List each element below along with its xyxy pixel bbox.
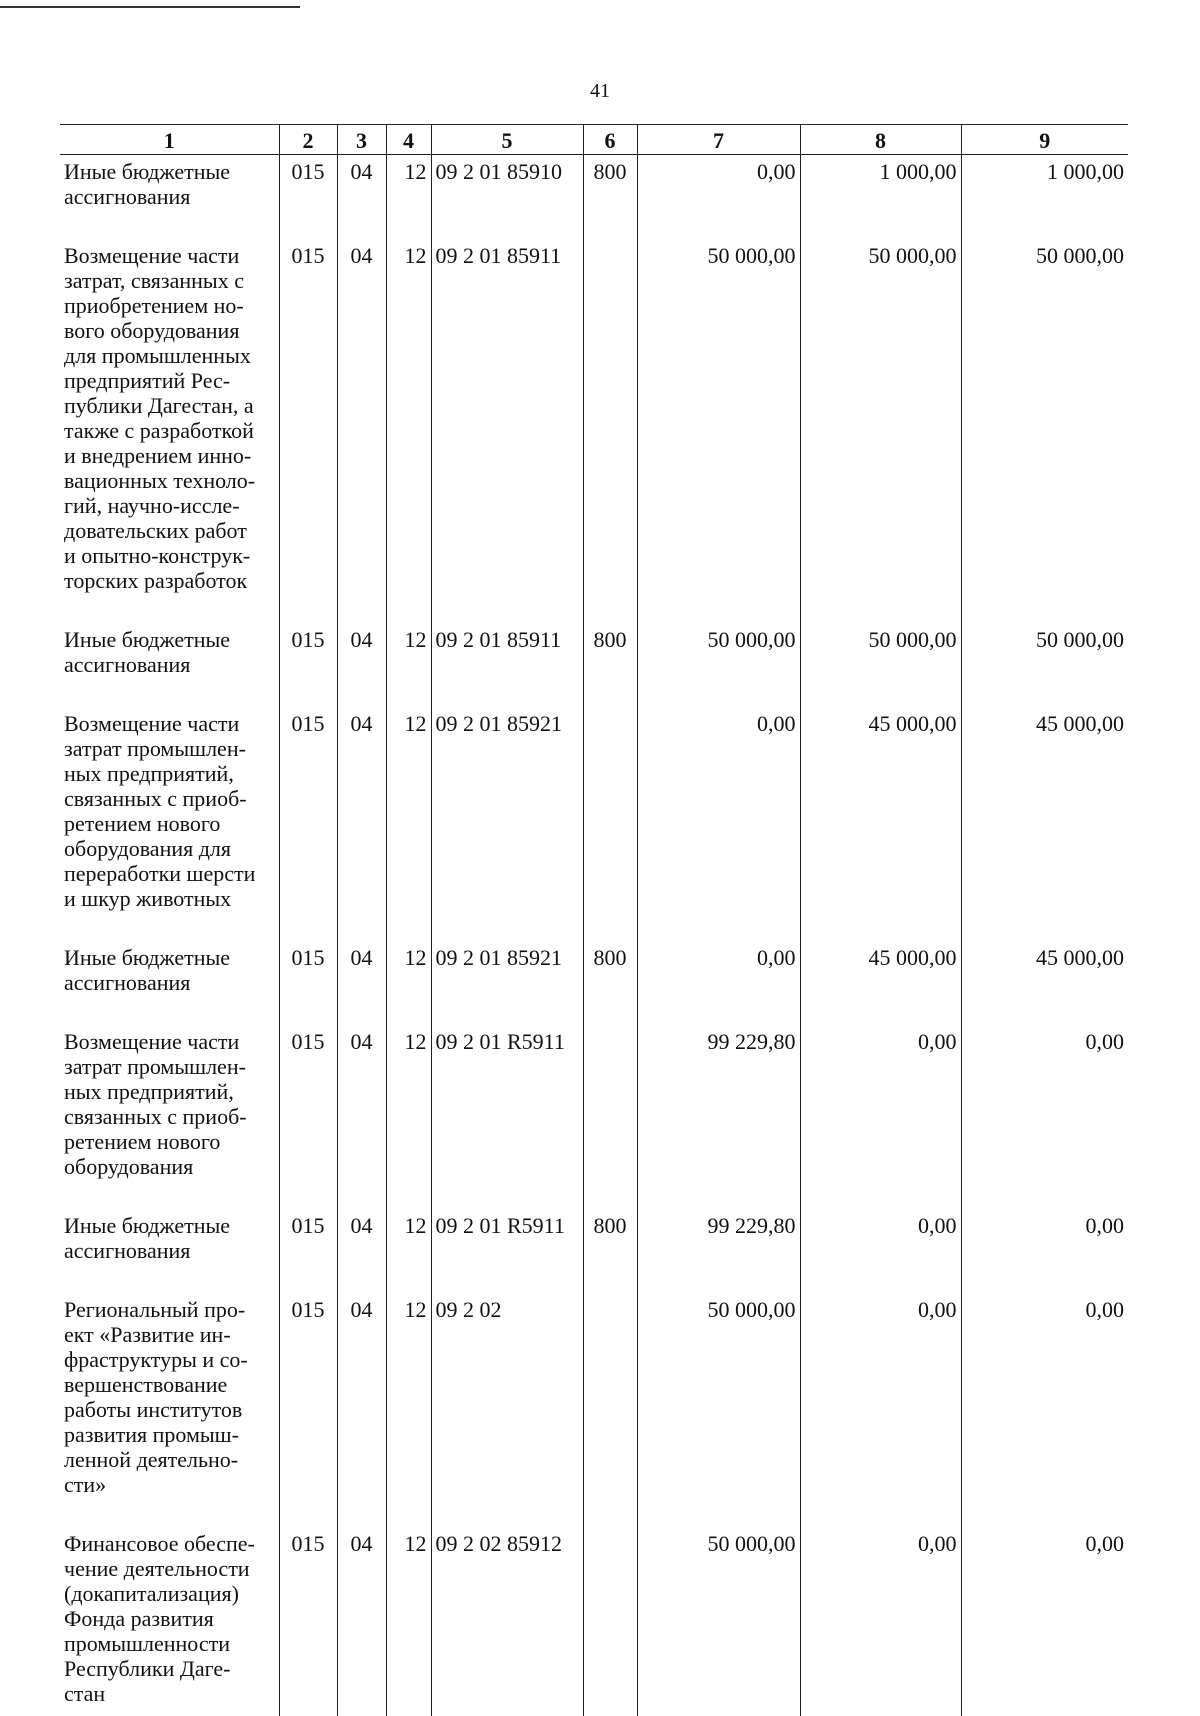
row-name: Иные бюджетные ассигнования: [60, 1197, 279, 1281]
table-header-row: [60, 125, 1128, 155]
row-target: 09 2 02 85912: [431, 1515, 583, 1716]
row-section: 04: [337, 611, 386, 695]
row-section: 04: [337, 1281, 386, 1515]
row-target: 09 2 01 85911: [431, 611, 583, 695]
row-year2: 0,00: [800, 1013, 961, 1197]
row-year1: 50 000,00: [637, 611, 800, 695]
row-grbs: 015: [279, 1281, 337, 1515]
row-year2: 50 000,00: [800, 227, 961, 611]
row-year3: 45 000,00: [961, 929, 1128, 1013]
row-section: 04: [337, 155, 386, 228]
row-grbs: 015: [279, 929, 337, 1013]
row-target: 09 2 01 85910: [431, 155, 583, 228]
table-row: [60, 227, 1128, 611]
table-row: [60, 695, 1128, 929]
column-header: 7: [637, 125, 800, 155]
row-year2: 50 000,00: [800, 611, 961, 695]
row-target: 09 2 01 85911: [431, 227, 583, 611]
row-subsection: 12: [386, 1013, 431, 1197]
row-name: Иные бюджетные ассигнования: [60, 929, 279, 1013]
row-target: 09 2 01 R5911: [431, 1013, 583, 1197]
row-subsection: 12: [386, 695, 431, 929]
row-subsection: 12: [386, 1197, 431, 1281]
row-year3: 45 000,00: [961, 695, 1128, 929]
row-year1: 0,00: [637, 155, 800, 228]
row-name: Иные бюджетные ассигнования: [60, 155, 279, 228]
row-grbs: 015: [279, 1515, 337, 1716]
row-name: Возмещение части затрат, связанных с приобретением но- вого оборудования для промышленных предприятий Рес- публики Дагестан, а также с разработкой и внедрением инно- вационных техноло- гий, научно-иссле- довательских работ и опытно-конструк- торских разработок: [60, 227, 279, 611]
row-section: 04: [337, 1515, 386, 1716]
row-year1: 99 229,80: [637, 1013, 800, 1197]
row-grbs: 015: [279, 1013, 337, 1197]
row-expense-type: 800: [583, 929, 637, 1013]
table-row: [60, 1515, 1128, 1716]
row-year2: 0,00: [800, 1197, 961, 1281]
row-subsection: 12: [386, 1281, 431, 1515]
row-section: 04: [337, 1197, 386, 1281]
column-header: 2: [279, 125, 337, 155]
row-year3: 50 000,00: [961, 611, 1128, 695]
row-name: Иные бюджетные ассигнования: [60, 611, 279, 695]
table-row: [60, 929, 1128, 1013]
row-expense-type: [583, 1013, 637, 1197]
row-year2: 0,00: [800, 1281, 961, 1515]
row-target: 09 2 01 85921: [431, 695, 583, 929]
column-header: 5: [431, 125, 583, 155]
table-row: [60, 1013, 1128, 1197]
row-year1: 50 000,00: [637, 1281, 800, 1515]
row-subsection: 12: [386, 1515, 431, 1716]
row-target: 09 2 01 R5911: [431, 1197, 583, 1281]
row-expense-type: 800: [583, 611, 637, 695]
row-grbs: 015: [279, 1197, 337, 1281]
row-subsection: 12: [386, 929, 431, 1013]
column-header: 1: [60, 125, 279, 155]
row-expense-type: [583, 1515, 637, 1716]
row-grbs: 015: [279, 227, 337, 611]
row-subsection: 12: [386, 155, 431, 228]
row-year1: 0,00: [637, 929, 800, 1013]
budget-table-container: [60, 124, 1128, 1716]
row-name: Возмещение части затрат промышлен- ных предприятий, связанных с приоб- ретением нового оборудования для переработки шерсти и шкур животных: [60, 695, 279, 929]
row-year1: 99 229,80: [637, 1197, 800, 1281]
table-row: [60, 611, 1128, 695]
row-year3: 1 000,00: [961, 155, 1128, 228]
column-header: 4: [386, 125, 431, 155]
page-number: 41: [590, 80, 610, 102]
column-header: 3: [337, 125, 386, 155]
row-expense-type: [583, 695, 637, 929]
row-year2: 0,00: [800, 1515, 961, 1716]
row-grbs: 015: [279, 695, 337, 929]
row-year2: 45 000,00: [800, 929, 961, 1013]
row-target: 09 2 02: [431, 1281, 583, 1515]
row-year3: 50 000,00: [961, 227, 1128, 611]
row-target: 09 2 01 85921: [431, 929, 583, 1013]
row-year2: 1 000,00: [800, 155, 961, 228]
row-expense-type: [583, 227, 637, 611]
row-expense-type: [583, 1281, 637, 1515]
row-year3: 0,00: [961, 1515, 1128, 1716]
column-header: 9: [961, 125, 1128, 155]
row-year2: 45 000,00: [800, 695, 961, 929]
row-subsection: 12: [386, 611, 431, 695]
row-year1: 0,00: [637, 695, 800, 929]
row-year1: 50 000,00: [637, 1515, 800, 1716]
row-grbs: 015: [279, 155, 337, 228]
row-subsection: 12: [386, 227, 431, 611]
table-row: [60, 1281, 1128, 1515]
row-year1: 50 000,00: [637, 227, 800, 611]
column-header: 6: [583, 125, 637, 155]
column-header: 8: [800, 125, 961, 155]
row-section: 04: [337, 929, 386, 1013]
row-name: Финансовое обеспе- чение деятельности (докапитализация) Фонда развития промышленности Республики Даге- стан: [60, 1515, 279, 1716]
row-section: 04: [337, 1013, 386, 1197]
table-row: [60, 1197, 1128, 1281]
row-year3: 0,00: [961, 1281, 1128, 1515]
scan-edge-line: [0, 6, 300, 8]
row-expense-type: 800: [583, 1197, 637, 1281]
row-year3: 0,00: [961, 1013, 1128, 1197]
row-section: 04: [337, 695, 386, 929]
row-year3: 0,00: [961, 1197, 1128, 1281]
row-expense-type: 800: [583, 155, 637, 228]
row-name: Возмещение части затрат промышлен- ных предприятий, связанных с приоб- ретением нового оборудования: [60, 1013, 279, 1197]
row-name: Региональный про- ект «Развитие ин- фраструктуры и со- вершенствование работы институтов развития промыш- ленной деятельно- сти»: [60, 1281, 279, 1515]
row-section: 04: [337, 227, 386, 611]
table-row: [60, 155, 1128, 228]
row-grbs: 015: [279, 611, 337, 695]
budget-table: [60, 124, 1128, 1716]
